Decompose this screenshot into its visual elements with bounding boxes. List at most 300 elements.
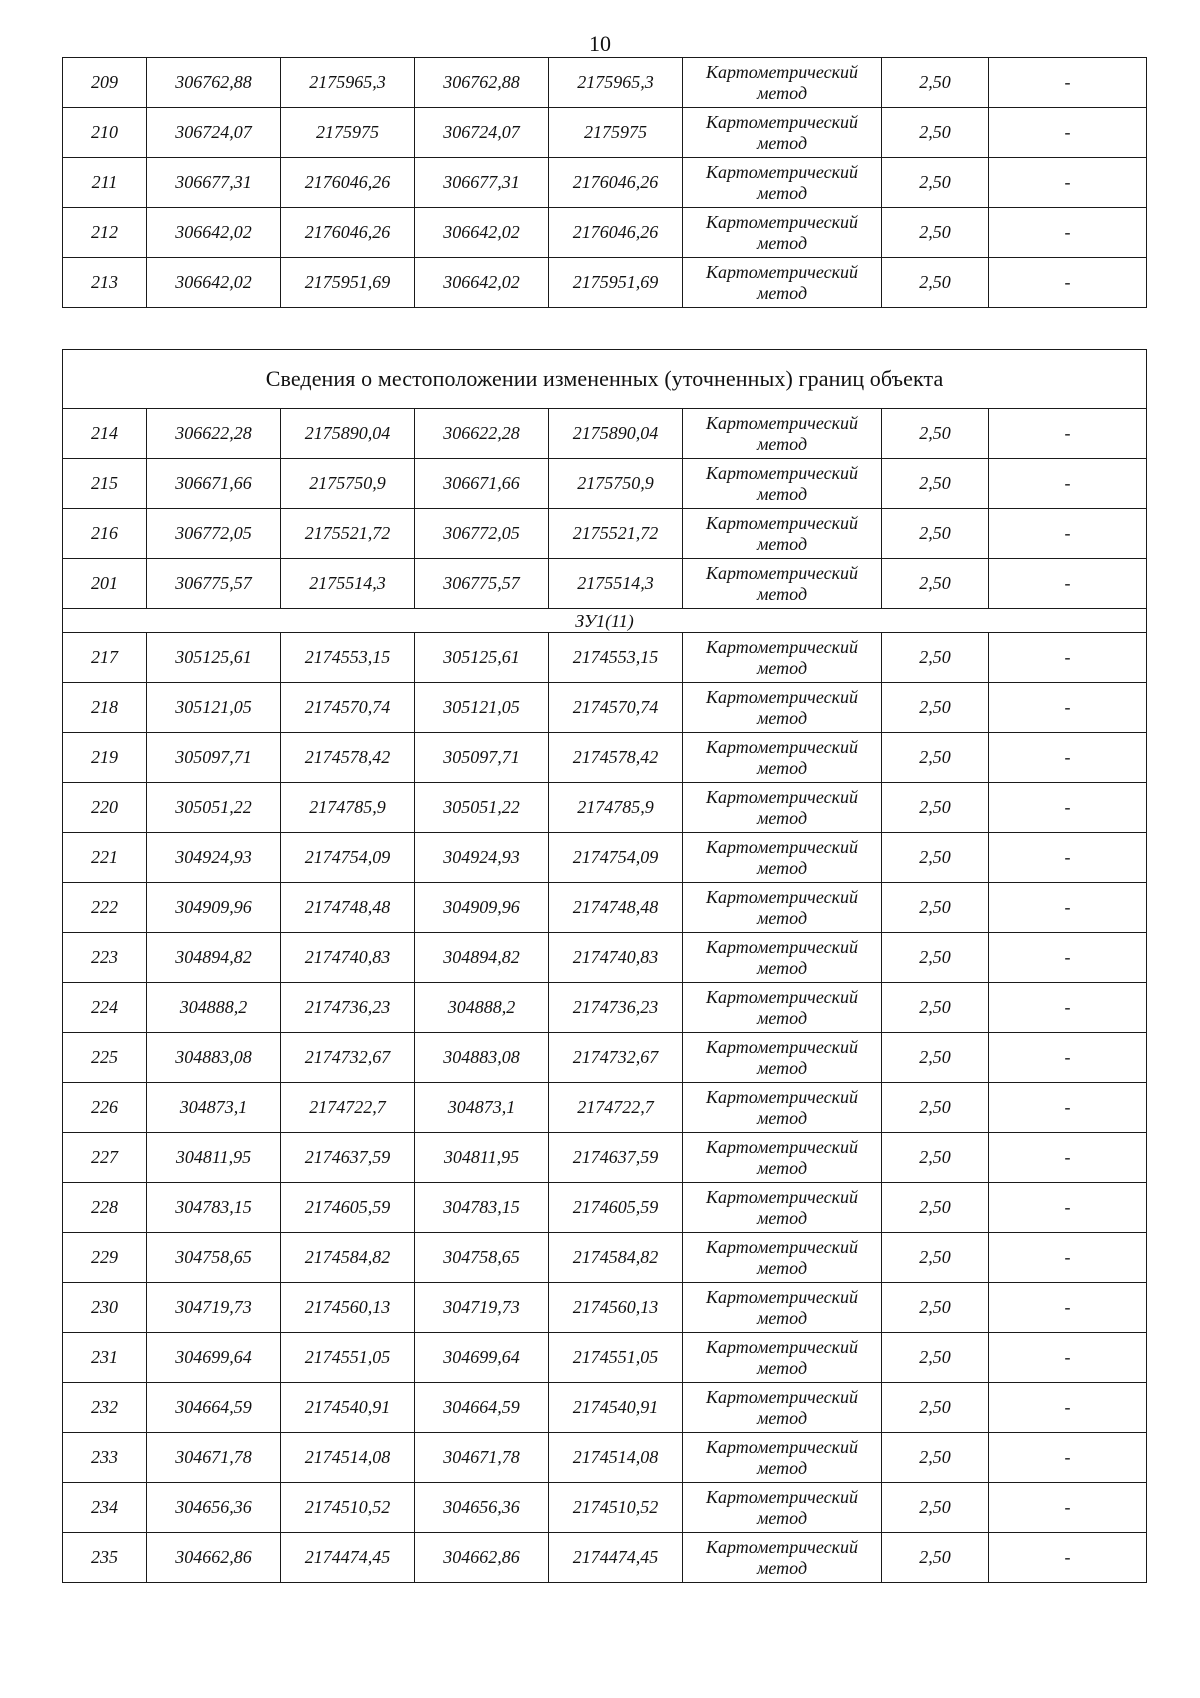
x-existing-cell: 304656,36 [147,1483,281,1533]
x-existing-cell: 305051,22 [147,783,281,833]
y-existing-cell: 2174754,09 [281,833,415,883]
x-existing-cell: 306775,57 [147,559,281,609]
x-new-cell: 306677,31 [415,158,549,208]
note-cell: - [989,1033,1147,1083]
y-existing-cell: 2174637,59 [281,1133,415,1183]
method-line-1: Картометрический [705,1136,858,1157]
method-line-2: метод [756,757,808,778]
method-line-2: метод [756,483,808,504]
accuracy-cell: 2,50 [882,933,989,983]
accuracy-cell: 2,50 [882,733,989,783]
y-existing-cell: 2174560,13 [281,1283,415,1333]
x-new-cell: 306775,57 [415,559,549,609]
accuracy-cell: 2,50 [882,409,989,459]
x-new-cell: 304671,78 [415,1433,549,1483]
y-existing-cell: 2175951,69 [281,258,415,308]
method-line-1: Картометрический [705,736,858,757]
x-existing-cell: 304894,82 [147,933,281,983]
method-line-2: метод [756,1107,808,1128]
y-new-cell: 2174748,48 [549,883,683,933]
point-number-cell: 224 [63,983,147,1033]
note-cell: - [989,683,1147,733]
y-existing-cell: 2176046,26 [281,208,415,258]
x-new-cell: 306642,02 [415,258,549,308]
method-cell [683,733,882,783]
y-new-cell: 2174578,42 [549,733,683,783]
y-existing-cell: 2175975 [281,108,415,158]
y-new-cell: 2174474,45 [549,1533,683,1583]
point-number-cell: 211 [63,158,147,208]
method-line-1: Картометрический [705,1186,858,1207]
table-row [63,1433,1147,1483]
table-row [63,783,1147,833]
note-cell: - [989,1533,1147,1583]
x-existing-cell: 305097,71 [147,733,281,783]
method-line-2: метод [756,1357,808,1378]
table-row [63,509,1147,559]
note-cell: - [989,833,1147,883]
method-line-1: Картометрический [705,936,858,957]
table-row [63,733,1147,783]
x-new-cell: 304873,1 [415,1083,549,1133]
x-new-cell: 305097,71 [415,733,549,783]
x-existing-cell: 304811,95 [147,1133,281,1183]
method-line-1: Картометрический [705,161,858,182]
method-line-1: Картометрический [705,686,858,707]
x-new-cell: 305125,61 [415,633,549,683]
point-number-cell: 227 [63,1133,147,1183]
x-existing-cell: 304783,15 [147,1183,281,1233]
x-existing-cell: 304758,65 [147,1233,281,1283]
y-new-cell: 2175890,04 [549,409,683,459]
x-new-cell: 304699,64 [415,1333,549,1383]
method-line-2: метод [756,1257,808,1278]
x-existing-cell: 304719,73 [147,1283,281,1333]
method-line-2: метод [756,807,808,828]
method-line-1: Картометрический [705,1036,858,1057]
y-new-cell: 2176046,26 [549,158,683,208]
point-number-cell: 235 [63,1533,147,1583]
point-number-cell: 210 [63,108,147,158]
x-existing-cell: 306622,28 [147,409,281,459]
table-row [63,459,1147,509]
x-new-cell: 304656,36 [415,1483,549,1533]
method-cell [683,883,882,933]
method-line-2: метод [756,1057,808,1078]
note-cell: - [989,883,1147,933]
method-cell [683,1233,882,1283]
y-new-cell: 2174514,08 [549,1433,683,1483]
y-new-cell: 2175521,72 [549,509,683,559]
method-line-2: метод [756,957,808,978]
y-existing-cell: 2174605,59 [281,1183,415,1233]
point-number-cell: 217 [63,633,147,683]
y-existing-cell: 2176046,26 [281,158,415,208]
accuracy-cell: 2,50 [882,559,989,609]
point-number-cell: 213 [63,258,147,308]
method-cell [683,1483,882,1533]
y-new-cell: 2174637,59 [549,1133,683,1183]
accuracy-cell: 2,50 [882,633,989,683]
x-new-cell: 304894,82 [415,933,549,983]
x-existing-cell: 306677,31 [147,158,281,208]
accuracy-cell: 2,50 [882,1333,989,1383]
method-line-2: метод [756,232,808,253]
x-new-cell: 304888,2 [415,983,549,1033]
x-existing-cell: 304888,2 [147,983,281,1033]
table-row [63,883,1147,933]
y-new-cell: 2175965,3 [549,58,683,108]
method-line-1: Картометрический [705,562,858,583]
note-cell: - [989,258,1147,308]
method-cell [683,1133,882,1183]
x-existing-cell: 305125,61 [147,633,281,683]
accuracy-cell: 2,50 [882,1033,989,1083]
accuracy-cell: 2,50 [882,1083,989,1133]
method-line-2: метод [756,907,808,928]
method-line-2: метод [756,1457,808,1478]
table-row [63,833,1147,883]
accuracy-cell: 2,50 [882,683,989,733]
table-row [63,158,1147,208]
method-line-1: Картометрический [705,1286,858,1307]
y-new-cell: 2175514,3 [549,559,683,609]
x-new-cell: 304664,59 [415,1383,549,1433]
accuracy-cell: 2,50 [882,108,989,158]
method-cell [683,1433,882,1483]
method-line-1: Картометрический [705,211,858,232]
method-line-1: Картометрический [705,1236,858,1257]
point-number-cell: 233 [63,1433,147,1483]
method-cell [683,1533,882,1583]
method-cell [683,933,882,983]
accuracy-cell: 2,50 [882,833,989,883]
method-cell [683,208,882,258]
y-existing-cell: 2175890,04 [281,409,415,459]
table-row [63,208,1147,258]
table-row [63,683,1147,733]
y-existing-cell: 2174584,82 [281,1233,415,1283]
table-row [63,933,1147,983]
method-line-2: метод [756,583,808,604]
y-existing-cell: 2175514,3 [281,559,415,609]
x-existing-cell: 304671,78 [147,1433,281,1483]
table-row [63,633,1147,683]
x-existing-cell: 304699,64 [147,1333,281,1383]
y-new-cell: 2175975 [549,108,683,158]
method-line-2: метод [756,282,808,303]
coordinates-table-top [62,57,1147,308]
y-existing-cell: 2174553,15 [281,633,415,683]
y-new-cell: 2174736,23 [549,983,683,1033]
y-existing-cell: 2174551,05 [281,1333,415,1383]
table-row [63,409,1147,459]
accuracy-cell: 2,50 [882,1433,989,1483]
y-new-cell: 2174560,13 [549,1283,683,1333]
x-new-cell: 305051,22 [415,783,549,833]
note-cell: - [989,409,1147,459]
method-line-2: метод [756,657,808,678]
y-new-cell: 2174605,59 [549,1183,683,1233]
y-new-cell: 2176046,26 [549,208,683,258]
point-number-cell: 225 [63,1033,147,1083]
table-row [63,559,1147,609]
x-existing-cell: 306671,66 [147,459,281,509]
x-existing-cell: 304662,86 [147,1533,281,1583]
method-line-2: метод [756,82,808,103]
y-new-cell: 2175750,9 [549,459,683,509]
note-cell: - [989,459,1147,509]
y-existing-cell: 2174732,67 [281,1033,415,1083]
table-row [63,1033,1147,1083]
x-existing-cell: 304883,08 [147,1033,281,1083]
table-row [63,1533,1147,1583]
y-new-cell: 2174553,15 [549,633,683,683]
y-new-cell: 2174754,09 [549,833,683,883]
note-cell: - [989,1383,1147,1433]
section-label: ЗУ1(11) [63,609,1147,633]
method-line-1: Картометрический [705,886,858,907]
table-row [63,1333,1147,1383]
accuracy-cell: 2,50 [882,1233,989,1283]
x-existing-cell: 306642,02 [147,258,281,308]
method-line-2: метод [756,1157,808,1178]
method-cell [683,158,882,208]
method-line-1: Картометрический [705,61,858,82]
accuracy-cell: 2,50 [882,459,989,509]
point-number-cell: 221 [63,833,147,883]
y-existing-cell: 2174540,91 [281,1383,415,1433]
method-line-2: метод [756,1207,808,1228]
method-cell [683,559,882,609]
method-cell [683,58,882,108]
x-new-cell: 306622,28 [415,409,549,459]
x-new-cell: 304719,73 [415,1283,549,1333]
x-existing-cell: 304664,59 [147,1383,281,1433]
note-cell: - [989,1133,1147,1183]
y-new-cell: 2174785,9 [549,783,683,833]
x-existing-cell: 306642,02 [147,208,281,258]
accuracy-cell: 2,50 [882,1483,989,1533]
method-line-1: Картометрический [705,1536,858,1557]
accuracy-cell: 2,50 [882,208,989,258]
method-cell [683,1383,882,1433]
accuracy-cell: 2,50 [882,883,989,933]
y-existing-cell: 2174748,48 [281,883,415,933]
point-number-cell: 212 [63,208,147,258]
method-line-2: метод [756,433,808,454]
note-cell: - [989,633,1147,683]
x-new-cell: 306671,66 [415,459,549,509]
y-existing-cell: 2175750,9 [281,459,415,509]
method-line-1: Картометрический [705,986,858,1007]
method-line-1: Картометрический [705,111,858,132]
method-line-2: метод [756,1557,808,1578]
method-cell [683,1033,882,1083]
method-line-2: метод [756,857,808,878]
method-line-1: Картометрический [705,1386,858,1407]
x-new-cell: 304783,15 [415,1183,549,1233]
x-existing-cell: 306772,05 [147,509,281,559]
note-cell: - [989,1483,1147,1533]
point-number-cell: 219 [63,733,147,783]
x-existing-cell: 306724,07 [147,108,281,158]
method-cell [683,108,882,158]
method-line-1: Картометрический [705,462,858,483]
y-existing-cell: 2175965,3 [281,58,415,108]
table-row [63,1133,1147,1183]
point-number-cell: 201 [63,559,147,609]
note-cell: - [989,1433,1147,1483]
method-cell [683,1283,882,1333]
accuracy-cell: 2,50 [882,258,989,308]
y-existing-cell: 2174736,23 [281,983,415,1033]
method-cell [683,409,882,459]
note-cell: - [989,58,1147,108]
note-cell: - [989,1083,1147,1133]
y-new-cell: 2175951,69 [549,258,683,308]
note-cell: - [989,1333,1147,1383]
coordinates-table-bottom [62,349,1147,1583]
point-number-cell: 226 [63,1083,147,1133]
table-heading-row [63,350,1147,409]
y-new-cell: 2174570,74 [549,683,683,733]
note-cell: - [989,933,1147,983]
x-new-cell: 306772,05 [415,509,549,559]
x-existing-cell: 304924,93 [147,833,281,883]
y-existing-cell: 2174740,83 [281,933,415,983]
x-new-cell: 305121,05 [415,683,549,733]
point-number-cell: 228 [63,1183,147,1233]
note-cell: - [989,1283,1147,1333]
method-line-1: Картометрический [705,836,858,857]
method-line-1: Картометрический [705,512,858,533]
x-new-cell: 304909,96 [415,883,549,933]
x-new-cell: 304662,86 [415,1533,549,1583]
method-line-2: метод [756,1307,808,1328]
y-existing-cell: 2174578,42 [281,733,415,783]
accuracy-cell: 2,50 [882,1383,989,1433]
y-existing-cell: 2175521,72 [281,509,415,559]
point-number-cell: 232 [63,1383,147,1433]
method-line-1: Картометрический [705,636,858,657]
accuracy-cell: 2,50 [882,983,989,1033]
point-number-cell: 229 [63,1233,147,1283]
y-existing-cell: 2174474,45 [281,1533,415,1583]
method-line-2: метод [756,1007,808,1028]
note-cell: - [989,733,1147,783]
accuracy-cell: 2,50 [882,509,989,559]
note-cell: - [989,1233,1147,1283]
y-new-cell: 2174540,91 [549,1383,683,1433]
point-number-cell: 209 [63,58,147,108]
table-row [63,1183,1147,1233]
method-line-2: метод [756,182,808,203]
table-row [63,983,1147,1033]
page-number: 10 [589,31,611,56]
method-line-2: метод [756,1407,808,1428]
table-row [63,258,1147,308]
method-line-1: Картометрический [705,1336,858,1357]
x-new-cell: 304758,65 [415,1233,549,1283]
x-new-cell: 304924,93 [415,833,549,883]
note-cell: - [989,559,1147,609]
method-cell [683,509,882,559]
y-new-cell: 2174551,05 [549,1333,683,1383]
method-cell [683,783,882,833]
x-new-cell: 304883,08 [415,1033,549,1083]
accuracy-cell: 2,50 [882,1533,989,1583]
table-heading: Сведения о местоположении измененных (уточненных) границ объекта [63,350,1147,409]
point-number-cell: 214 [63,409,147,459]
method-cell [683,1083,882,1133]
accuracy-cell: 2,50 [882,58,989,108]
y-existing-cell: 2174785,9 [281,783,415,833]
accuracy-cell: 2,50 [882,783,989,833]
note-cell: - [989,208,1147,258]
x-new-cell: 306724,07 [415,108,549,158]
x-new-cell: 306762,88 [415,58,549,108]
method-line-2: метод [756,533,808,554]
accuracy-cell: 2,50 [882,1183,989,1233]
note-cell: - [989,108,1147,158]
y-new-cell: 2174732,67 [549,1033,683,1083]
x-new-cell: 306642,02 [415,208,549,258]
y-new-cell: 2174584,82 [549,1233,683,1283]
method-line-1: Картометрический [705,412,858,433]
y-existing-cell: 2174722,7 [281,1083,415,1133]
table-row [63,58,1147,108]
point-number-cell: 220 [63,783,147,833]
point-number-cell: 222 [63,883,147,933]
method-line-2: метод [756,1507,808,1528]
method-line-1: Картометрический [705,1436,858,1457]
method-cell [683,1333,882,1383]
table-row [63,1483,1147,1533]
table-row [63,1383,1147,1433]
method-line-2: метод [756,707,808,728]
note-cell: - [989,983,1147,1033]
method-cell [683,983,882,1033]
y-new-cell: 2174722,7 [549,1083,683,1133]
note-cell: - [989,158,1147,208]
point-number-cell: 218 [63,683,147,733]
x-new-cell: 304811,95 [415,1133,549,1183]
method-line-1: Картометрический [705,261,858,282]
y-existing-cell: 2174570,74 [281,683,415,733]
point-number-cell: 230 [63,1283,147,1333]
method-cell [683,633,882,683]
x-existing-cell: 306762,88 [147,58,281,108]
method-cell [683,833,882,883]
method-cell [683,258,882,308]
table-row [63,1083,1147,1133]
method-cell [683,459,882,509]
table-row [63,1283,1147,1333]
note-cell: - [989,783,1147,833]
point-number-cell: 234 [63,1483,147,1533]
y-new-cell: 2174740,83 [549,933,683,983]
point-number-cell: 215 [63,459,147,509]
x-existing-cell: 305121,05 [147,683,281,733]
x-existing-cell: 304873,1 [147,1083,281,1133]
section-row [63,609,1147,633]
y-existing-cell: 2174510,52 [281,1483,415,1533]
table-row [63,1233,1147,1283]
y-existing-cell: 2174514,08 [281,1433,415,1483]
note-cell: - [989,509,1147,559]
accuracy-cell: 2,50 [882,158,989,208]
